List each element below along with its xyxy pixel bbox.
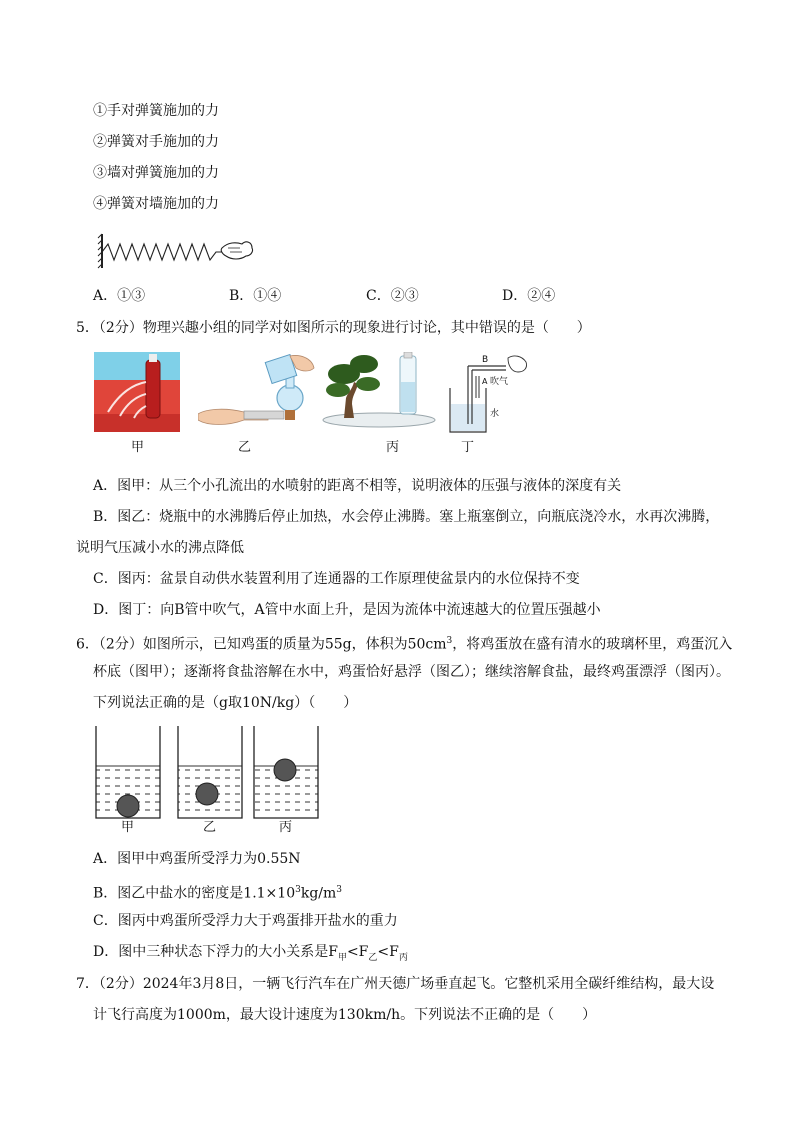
q5-caption-bing: 丙 bbox=[386, 440, 400, 455]
q5-figure-yi bbox=[198, 354, 316, 430]
q4-option-b: B．①④ bbox=[229, 288, 282, 304]
q6-caption-bing: 丙 bbox=[279, 820, 293, 835]
q5-figure-ding bbox=[446, 354, 532, 436]
q6-stem-line3: 下列说法正确的是（g取10N/kg）（ ） bbox=[93, 695, 358, 711]
q4-item-1: ①手对弹簧施加的力 bbox=[93, 103, 219, 119]
q6-beakers-figure bbox=[94, 726, 330, 820]
q5-caption-yi: 乙 bbox=[238, 440, 252, 455]
q6-stem-line2: 杯底（图甲）；逐渐将食盐溶解在水中，鸡蛋恰好悬浮（图乙）；继续溶解食盐，最终鸡蛋漂浮（图丙）。 bbox=[93, 664, 730, 680]
q6-caption-yi: 乙 bbox=[203, 820, 217, 835]
q4-option-a: A．①③ bbox=[93, 288, 146, 304]
q6-stem-line1: 6．（2分）如图所示，已知鸡蛋的质量为55g，体积为$50cm^3$，将鸡蛋放在盛有清水的玻璃杯里，鸡蛋沉入 bbox=[76, 636, 733, 653]
q5-caption-ding: 丁 bbox=[461, 440, 475, 455]
q5-figure-jia bbox=[94, 352, 180, 432]
q5-option-b-line2: 说明气压减小水的沸点降低 bbox=[76, 540, 244, 556]
q5-option-d: D．图丁：向B管中吹气，A管中水面上升，是因为流体中流速越大的位置压强越小 bbox=[93, 602, 601, 618]
q4-item-3: ③墙对弹簧施加的力 bbox=[93, 165, 219, 181]
q4-item-4: ④弹簧对墙施加的力 bbox=[93, 196, 219, 212]
q6-option-c: C．图丙中鸡蛋所受浮力大于鸡蛋排开盐水的重力 bbox=[93, 913, 398, 929]
q4-option-c: C．②③ bbox=[366, 288, 419, 304]
q6-caption-jia: 甲 bbox=[121, 820, 135, 835]
q4-item-2: ②弹簧对手施加的力 bbox=[93, 134, 219, 150]
q5-ding-label-water: 水 bbox=[490, 409, 500, 419]
q5-ding-label-a: A bbox=[482, 377, 488, 386]
q5-option-a: A．图甲：从三个小孔流出的水喷射的距离不相等，说明液体的压强与液体的深度有关 bbox=[93, 478, 622, 494]
q5-option-b-line1: B．图乙：烧瓶中的水沸腾后停止加热，水会停止沸腾。塞上瓶塞倒立，向瓶底浇冷水，水再次沸腾， bbox=[93, 509, 720, 525]
q4-option-d: D．②④ bbox=[502, 288, 556, 304]
q6-option-b: B．图乙中盐水的密度是$1.1\times 10^3kg/m^3$ bbox=[93, 885, 343, 902]
q5-stem: 5．（2分）物理兴趣小组的同学对如图所示的现象进行讨论，其中错误的是（ ） bbox=[76, 320, 591, 336]
q5-caption-jia: 甲 bbox=[131, 440, 145, 455]
q6-option-a: A．图甲中鸡蛋所受浮力为0.55N bbox=[93, 851, 301, 867]
q6-option-d: D．图中三种状态下浮力的大小关系是$F_甲<F_乙<F_丙$ bbox=[93, 944, 408, 963]
q5-ding-label-b: B bbox=[482, 355, 489, 365]
spring-wall-hand-figure bbox=[96, 230, 256, 272]
q7-stem-line1: 7．（2分）2024年3月8日，一辆飞行汽车在广州天德广场垂直起飞。它整机采用全碳纤维结构，最大设 bbox=[76, 976, 715, 992]
q5-option-c: C．图丙：盆景自动供水装置利用了连通器的工作原理使盆景内的水位保持不变 bbox=[93, 571, 580, 587]
q5-ding-label-blow: 吹气 bbox=[490, 377, 509, 387]
q7-stem-line2: 计飞行高度为1000m，最大设计速度为130km/h。下列说法不正确的是（ ） bbox=[93, 1007, 597, 1023]
q5-figure-bing bbox=[322, 352, 436, 432]
